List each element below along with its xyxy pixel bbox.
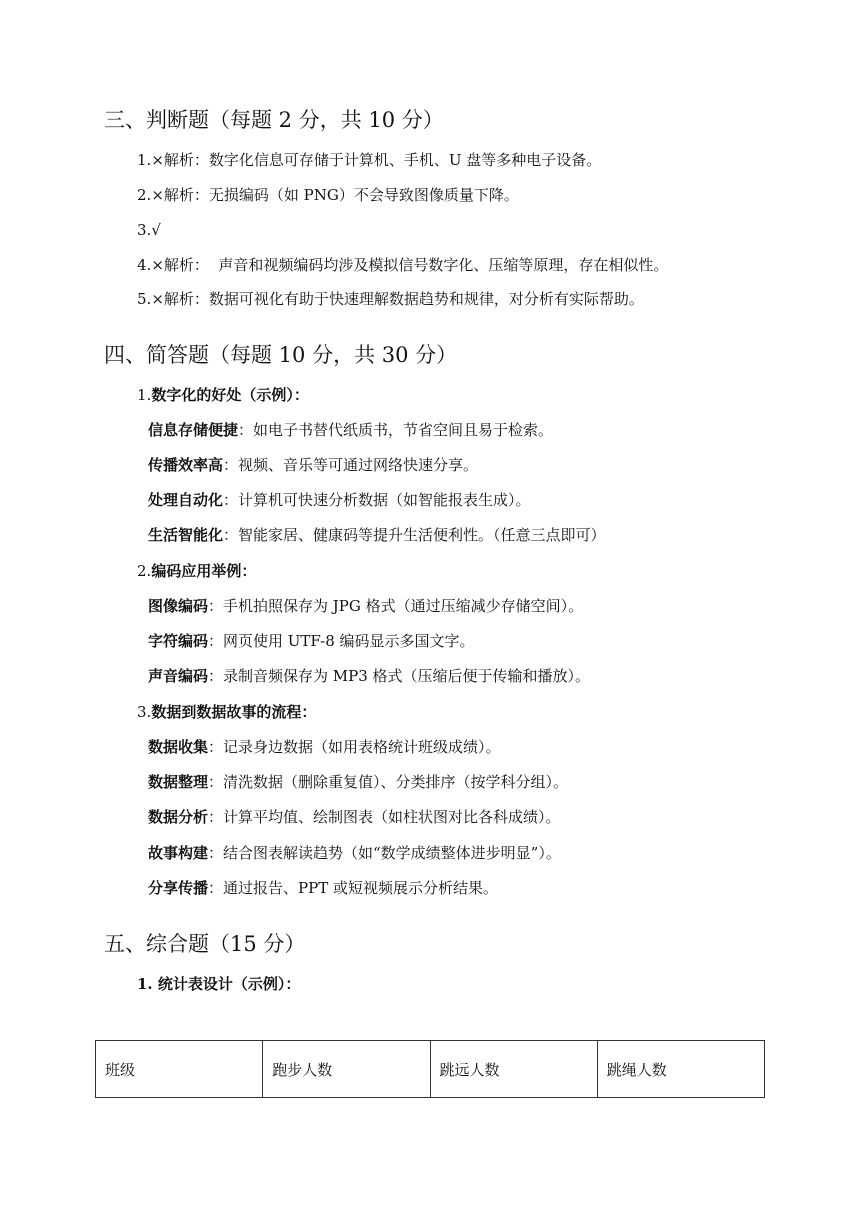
q3-point-1: 数据收集：记录身边数据（如用表格统计班级成绩）。 bbox=[148, 738, 501, 756]
q3-point-5: 分享传播：通过报告、PPT 或短视频展示分析结果。 bbox=[148, 879, 498, 897]
judgement-item-1: 1.×解析：数字化信息可存储于计算机、手机、U 盘等多种电子设备。 bbox=[137, 151, 602, 169]
section-5-heading: 五、综合题（15 分） bbox=[104, 932, 306, 956]
table-header-class: 班级 bbox=[96, 1041, 263, 1098]
q3-point-3: 数据分析：计算平均值、绘制图表（如柱状图对比各科成绩）。 bbox=[148, 808, 561, 826]
table-header-row bbox=[96, 1041, 765, 1098]
q1-point-1: 信息存储便捷：如电子书替代纸质书，节省空间且易于检索。 bbox=[148, 421, 554, 439]
table-header-rope-skipping: 跳绳人数 bbox=[597, 1041, 764, 1098]
statistics-table bbox=[95, 1040, 765, 1098]
judgement-item-2: 2.×解析：无损编码（如 PNG）不会导致图像质量下降。 bbox=[137, 186, 519, 204]
section-4-heading: 四、简答题（每题 10 分，共 30 分） bbox=[104, 343, 458, 367]
q2-point-1: 图像编码：手机拍照保存为 JPG 格式（通过压缩减少存储空间）。 bbox=[148, 597, 584, 615]
table-header-long-jump: 跳远人数 bbox=[430, 1041, 597, 1098]
q2-point-3: 声音编码：录制音频保存为 MP3 格式（压缩后便于传输和播放）。 bbox=[148, 667, 591, 685]
q3-point-2: 数据整理：清洗数据（删除重复值）、分类排序（按学科分组）。 bbox=[148, 773, 569, 791]
question-2-title: 2.编码应用举例： bbox=[137, 562, 257, 580]
question-1-title: 1.数字化的好处（示例）： bbox=[137, 386, 309, 404]
section-3-heading: 三、判断题（每题 2 分，共 10 分） bbox=[104, 108, 444, 132]
statistics-table-title: 1. 统计表设计（示例）： bbox=[137, 975, 301, 993]
judgement-item-5: 5.×解析：数据可视化有助于快速理解数据趋势和规律，对分析有实际帮助。 bbox=[137, 290, 644, 308]
q3-point-4: 故事构建：结合图表解读趋势（如“数学成绩整体进步明显”）。 bbox=[148, 844, 561, 862]
q1-point-2: 传播效率高：视频、音乐等可通过网络快速分享。 bbox=[148, 456, 479, 474]
table-header-running: 跑步人数 bbox=[263, 1041, 430, 1098]
q1-point-4: 生活智能化：智能家居、健康码等提升生活便利性。（任意三点即可） bbox=[148, 526, 606, 544]
q1-point-3: 处理自动化：计算机可快速分析数据（如智能报表生成）。 bbox=[148, 491, 531, 509]
question-3-title: 3.数据到数据故事的流程： bbox=[137, 703, 317, 721]
q2-point-2: 字符编码：网页使用 UTF-8 编码显示多国文字。 bbox=[148, 632, 475, 650]
judgement-item-4: 4.×解析： 声音和视频编码均涉及模拟信号数字化、压缩等原理，存在相似性。 bbox=[137, 256, 669, 274]
judgement-item-3: 3.√ bbox=[137, 221, 161, 239]
